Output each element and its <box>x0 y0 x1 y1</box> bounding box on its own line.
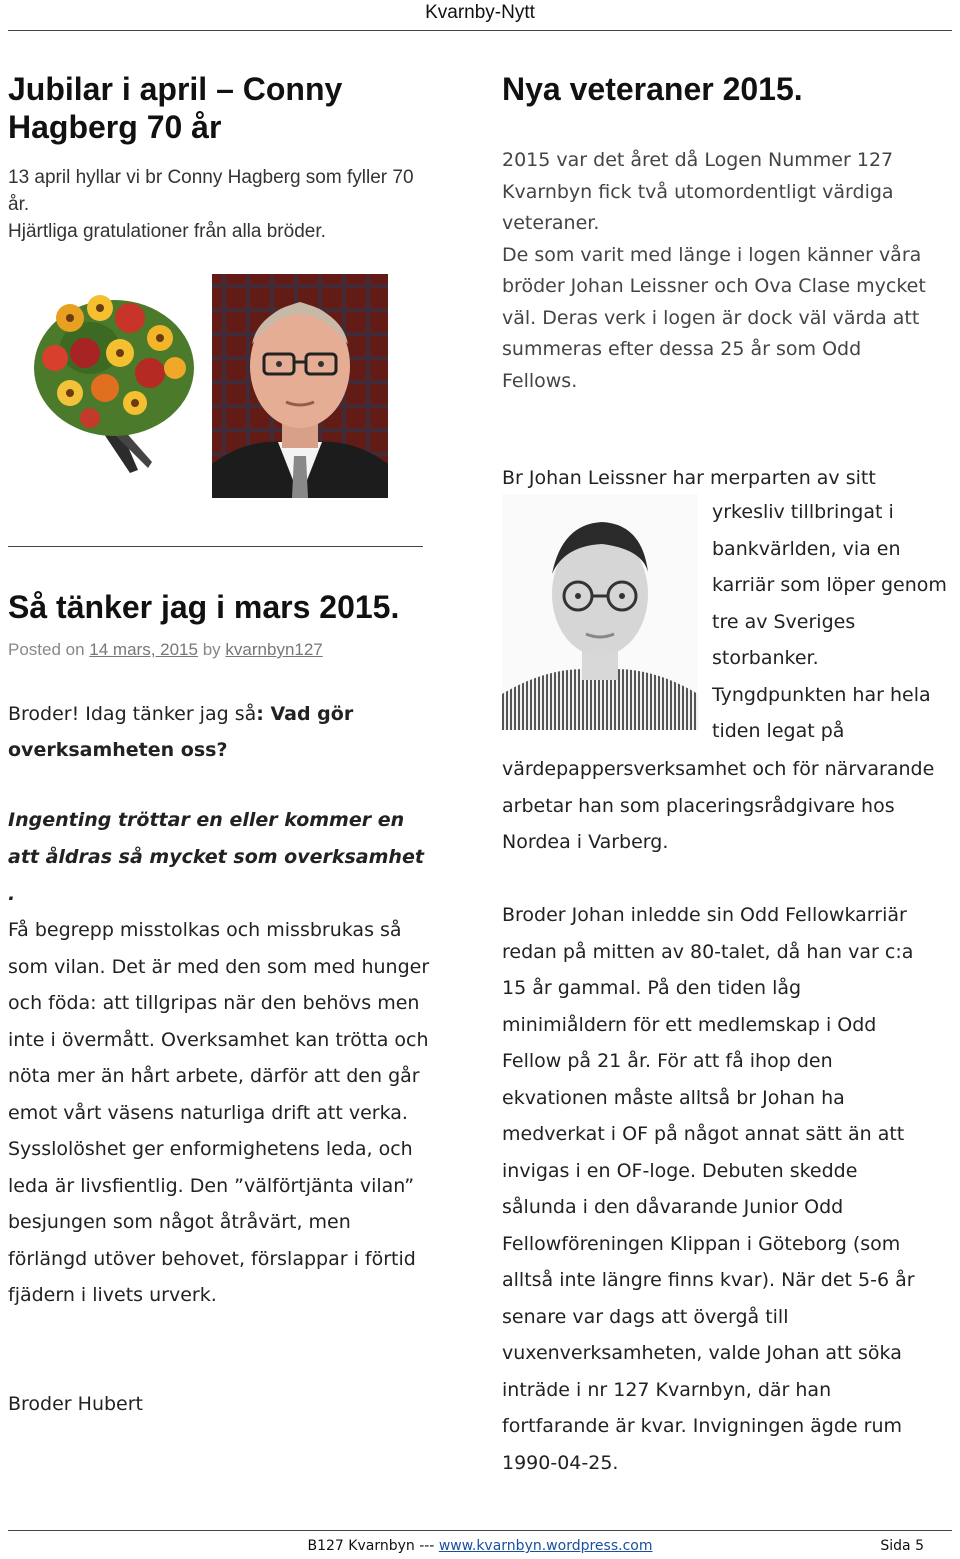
veterans-title: Nya veteraner 2015. <box>502 71 803 107</box>
footer-website-link[interactable]: www.kvarnbyn.wordpress.com <box>438 1538 653 1554</box>
post-date-link[interactable]: 14 mars, 2015 <box>89 640 198 659</box>
header-rule <box>8 30 952 31</box>
post-meta <box>8 640 448 660</box>
johan-history: Broder Johan inledde sin Odd Fellowkarriär redan på mitten av 80-talet, då han var c:a 15 år gammal. På den tiden låg minimiåldern för ett medlemskap i Odd Fellow på 21 år. För att få ihop den ekvationen måste alltså br Johan ha medverkat i OF på något annat sätt än att invigas i en OF-loge. Debuten skedde sålunda i den dåvarande Junior Odd Fellowföreningen Klippan i Göteborg (som alltså inte längre finns kvar). När det 5-6 år senare var dags att övergå till vuxenverksamheten, valde Johan att söka inträde i nr 127 Kvarnbyn, där han fortfarande är kvar. Invigningen ägde rum 1990-04-25. <box>502 904 915 1474</box>
johan-rest-text: värdepappersverksamhet och för närvarande arbetar han som placeringsrådgivare hos Nordea i Varberg. <box>502 758 935 853</box>
post-intro <box>8 696 428 768</box>
jubilar-text <box>8 164 428 245</box>
veterans-intro-1: 2015 var det året då Logen Nummer 127 Kvarnbyn fick två utomordentligt värdiga veteraner. <box>502 149 894 234</box>
johan-name: Br Johan Leissner <box>502 467 667 489</box>
johan-wrap-text: yrkesliv tillbringat i bankvärlden, via en karriär som löper genom tre av Sveriges storbanker. Tyngdpunkten har hela tiden legat på <box>712 501 947 742</box>
flower-bouquet-image <box>30 278 200 478</box>
post-intro-bold: : Vad gör overksamheten oss? <box>8 703 354 761</box>
jubilar-line2: Hjärtliga gratulationer från alla bröder. <box>8 221 326 242</box>
footer-rule <box>8 1530 952 1531</box>
footer-prefix: B127 Kvarnbyn --- <box>307 1538 439 1554</box>
johan-leissner-photo <box>502 494 698 730</box>
post-quote: Ingenting tröttar en eller kommer en att åldras så mycket som overksamhet . <box>8 809 424 905</box>
veterans-intro <box>502 145 942 397</box>
veterans-intro-2: De som varit med länge i logen känner våra bröder Johan Leissner och Ova Clase mycket väl. Deras verk i logen är dock väl värda att summeras efter dessa 25 år som Odd Fellows. <box>502 243 926 392</box>
post-signature: Broder Hubert <box>8 1393 143 1415</box>
page-header: Kvarnby-Nytt <box>425 2 535 23</box>
footer-page-number: Sida 5 <box>880 1538 924 1554</box>
post-title: Så tänker jag i mars 2015. <box>8 589 400 625</box>
posted-on-label: Posted on <box>8 640 85 659</box>
footer-center <box>0 1538 960 1554</box>
section-divider <box>8 546 423 547</box>
jubilar-line1: 13 april hyllar vi br Conny Hagberg som fyller 70 år. <box>8 167 414 215</box>
jubilar-title: Jubilar i april – Conny Hagberg 70 år <box>8 71 343 145</box>
by-label: by <box>202 640 221 659</box>
johan-lead-text: har merparten av sitt <box>666 467 876 489</box>
johan-lead <box>502 460 952 497</box>
post-author-link[interactable]: kvarnbyn127 <box>225 640 323 659</box>
post-intro-plain: Broder! Idag tänker jag så <box>8 703 257 725</box>
post-body: Få begrepp misstolkas och missbrukas så som vilan. Det är med den som med hunger och föda: att tillgripas när den behövs men inte i övermått. Overksamhet kan trötta och nöta mer än hårt arbete, därför att den går emot vårt väsens naturliga drift att verka. Sysslolöshet ger enformighetens leda, och leda är livsfientlig. Den ”välförtjänta vilan” besjungen som något åtråvärt, men förlängd utöver behovet, förslappar i förtid fjädern i livets urverk. <box>8 919 430 1306</box>
conny-hagberg-photo <box>212 274 388 498</box>
